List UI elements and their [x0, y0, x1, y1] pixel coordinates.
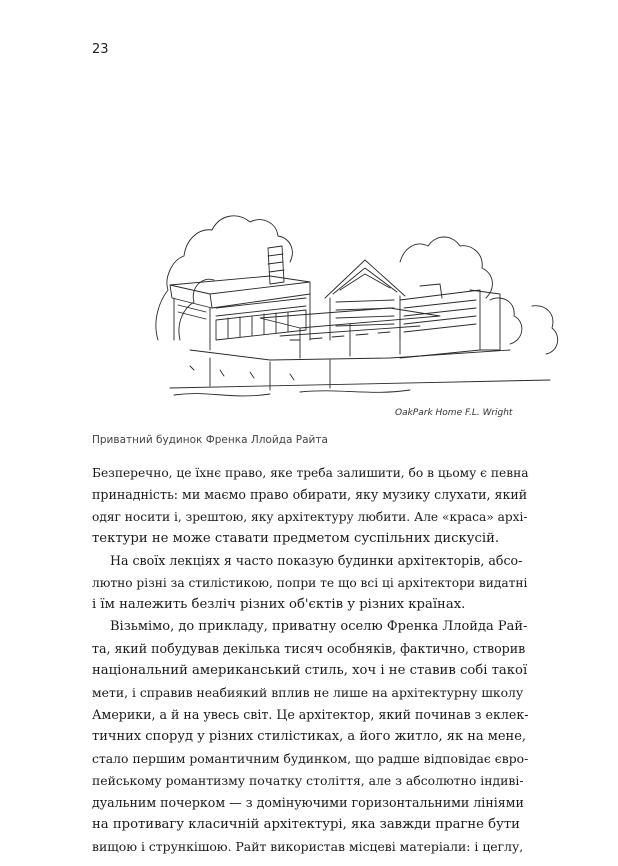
- text-line: мети, і справив неабиякий вплив не лише на архітектурну школу: [92, 685, 524, 700]
- text-line: пейському романтизму початку століття, але з абсолютно індиві-: [92, 773, 524, 788]
- text-line: одяг носити і, зрештою, яку архітектуру любити. Але «краса» архі-: [92, 510, 528, 524]
- paragraph: [92, 550, 528, 616]
- text-line: тичних споруд у різних стилістиках, а його житло, як на мене,: [92, 729, 527, 744]
- text-line: і їм належить безліч різних об'єктів у різних країнах.: [92, 597, 466, 612]
- paragraph: [92, 462, 528, 550]
- text-line: вищою і стрункішою. Райт використав місцеві матеріали: і цеглу,: [92, 839, 524, 854]
- page-number: 23: [92, 42, 109, 57]
- paragraph: [92, 616, 528, 858]
- text-line: На своїх лекціях я часто показую будинки архітекторів, абсо-: [110, 553, 523, 568]
- text-line: принадність: ми маємо право обирати, яку музику слухати, який: [92, 487, 528, 502]
- text-line: стало першим романтичним будинком, що радше відповідає євро-: [92, 751, 529, 766]
- text-line: тектури не може ставати предметом суспільних дискусій.: [92, 531, 500, 546]
- body-text: [92, 462, 528, 858]
- text-line: Америки, а й на увесь світ. Це архітектор, який починав з еклек-: [92, 707, 529, 722]
- text-line: Візьмімо, до прикладу, приватну оселю Френка Ллойда Рай-: [110, 619, 528, 634]
- figure-caption: Приватний будинок Френка Ллойда Райта: [92, 434, 328, 446]
- text-line: лютно різні за стилістикою, попри те що всі ці архітектори видатні: [92, 576, 528, 590]
- text-line: дуальним почерком — з домінуючими горизонтальними лініями: [92, 795, 524, 810]
- house-sketch-illustration: [150, 190, 570, 425]
- house-sketch-drawing: [150, 190, 570, 425]
- text-line: Безперечно, це їхнє право, яке треба залишити, бо в цьому є певна: [92, 466, 529, 480]
- text-line: та, який побудував декілька тисяч особняків, фактично, створив: [92, 641, 526, 656]
- text-line: національний американський стиль, хоч і не ставив собі такої: [92, 663, 528, 678]
- sketch-signature: OakPark Home F.L. Wright: [395, 408, 513, 418]
- text-line: на противагу класичній архітектурі, яка завжди прагне бути: [92, 817, 520, 832]
